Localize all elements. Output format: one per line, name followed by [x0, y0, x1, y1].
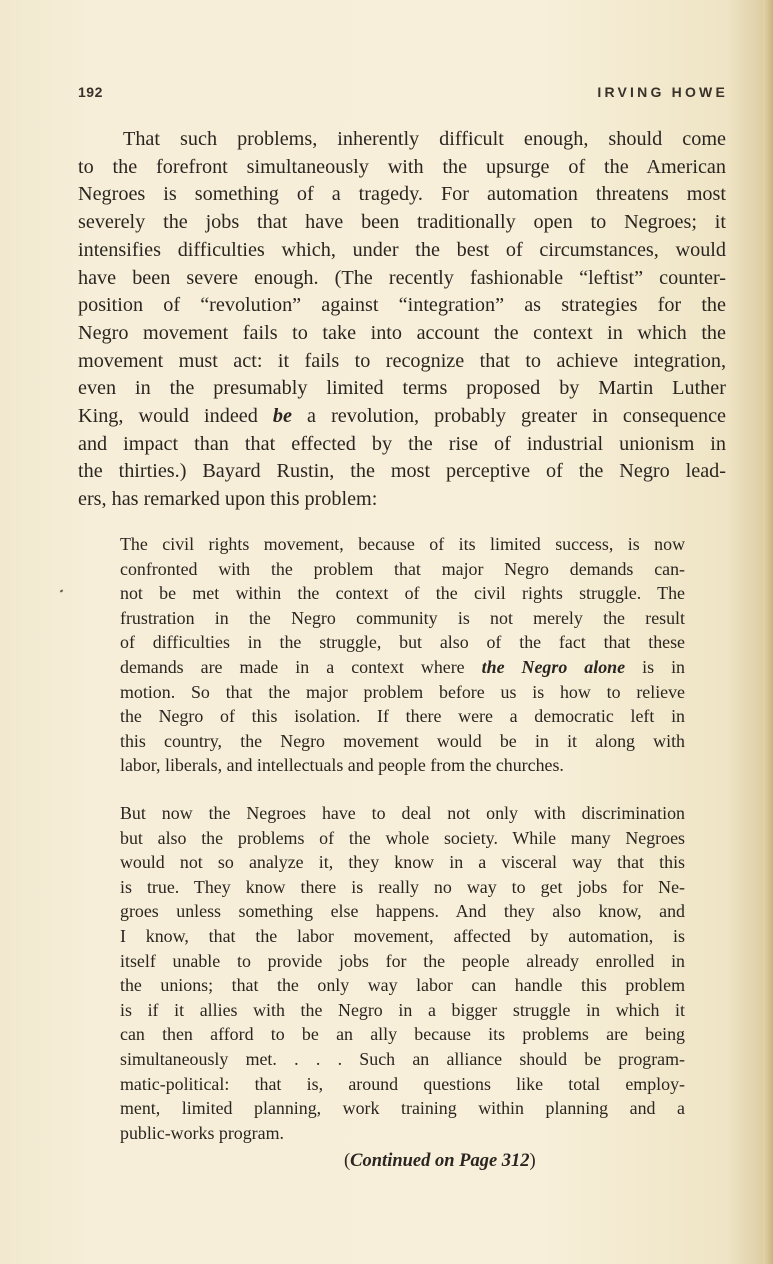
block-quote-paragraph-2 [120, 801, 685, 1145]
page-edge-shadow [763, 0, 773, 1264]
continued-open-paren: ( [344, 1151, 351, 1171]
body-text-line: Negro movement fails to take into account the context in which the [78, 321, 726, 344]
body-text-line: the thirties.) Bayard Rustin, the most perceptive of the Negro lead- [78, 460, 726, 483]
block-quote-2-line: I know, that the labor movement, affected by automation, is [120, 925, 685, 946]
block-quote-2-line: but also the problems of the whole society. While many Negroes [120, 827, 685, 848]
block-quote-2-line: can then afford to be an ally because its problems are being [120, 1024, 685, 1045]
body-paragraph [78, 126, 726, 514]
block-quote-1-line: labor, liberals, and intellectuals and people from the churches. [120, 755, 564, 776]
body-text-line: King, would indeed be a revolution, probably greater in consequence [78, 405, 727, 428]
block-quote-2-line: would not so analyze it, they know in a visceral way that this [120, 852, 685, 873]
body-text-line: position of “revolution” against “integration” as strategies for the [78, 294, 726, 317]
body-text-line: intensifies difficulties which, under the best of circumstances, would [78, 238, 726, 261]
emphasis: be [272, 405, 292, 428]
body-text-line: movement must act: it fails to recognize that to achieve integration, [78, 349, 726, 372]
continued-close-paren: ) [529, 1151, 536, 1171]
block-quote-1-line: this country, the Negro movement would be in it along with [120, 730, 685, 751]
body-text-line: have been severe enough. (The recently fashionable “leftist” counter- [78, 266, 726, 289]
body-text-line: Negroes is something of a tragedy. For automation threatens most [78, 183, 726, 206]
block-quote-2-line: matic-political: that is, around questions like total employ- [120, 1073, 685, 1094]
block-quote-2-line: groes unless something else happens. And they also know, and [120, 901, 685, 922]
running-head [78, 84, 728, 106]
block-quote-2-line: ment, limited planning, work training within planning and a [120, 1098, 685, 1119]
body-text-line: That such problems, inherently difficult enough, should come [123, 128, 726, 150]
body-text-line: and impact than that effected by the rise of industrial unionism in [78, 432, 726, 455]
block-quote-1-line: frustration in the Negro community is not merely the result [120, 607, 685, 628]
block-quote-1-line: confronted with the problem that major Negro demands can- [120, 558, 685, 579]
block-quote-1-line: the Negro of this isolation. If there were a democratic left in [120, 706, 685, 727]
block-quote-2-line: simultaneously met. . . . Such an alliance should be program- [120, 1048, 685, 1069]
block-quote-2-line: is if it allies with the Negro in a bigger struggle in which it [120, 999, 685, 1020]
block-quote-1-line: demands are made in a context where the Negro alone is in [120, 656, 685, 677]
block-quote-1-line: not be met within the context of the civil rights struggle. The [120, 583, 685, 604]
body-text-line: ers, has remarked upon this problem: [78, 488, 378, 511]
emphasis: the Negro alone [481, 656, 626, 677]
block-quote-paragraph-1 [120, 532, 685, 778]
block-quote-2-line: But now the Negroes have to deal not only with discrimination [120, 803, 685, 823]
stray-pen-mark [60, 589, 64, 592]
continued-note [344, 1151, 536, 1172]
running-head-author: IRVING HOWE [597, 84, 728, 100]
body-text-line: severely the jobs that have been traditionally open to Negroes; it [78, 211, 726, 234]
block-quote-2-line: the unions; that the only way labor can handle this problem [120, 975, 685, 996]
block-quote-2-line: itself unable to provide jobs for the people already enrolled in [120, 950, 685, 971]
continued-text: Continued on Page 312 [350, 1151, 530, 1171]
block-quote-1-line: motion. So that the major problem before us is how to relieve [120, 681, 685, 702]
block-quote-1-line: of difficulties in the struggle, but also of the fact that these [120, 632, 685, 653]
block-quote-1-line: The civil rights movement, because of its limited success, is now [120, 534, 685, 554]
block-quote-2-line: is true. They know there is really no way to get jobs for Ne- [120, 876, 685, 897]
body-text-line: to the forefront simultaneously with the upsurge of the American [78, 155, 726, 178]
body-text-line: even in the presumably limited terms proposed by Martin Luther [78, 377, 726, 400]
page-number: 192 [78, 84, 103, 100]
block-quote-2-line: public-works program. [120, 1122, 284, 1143]
